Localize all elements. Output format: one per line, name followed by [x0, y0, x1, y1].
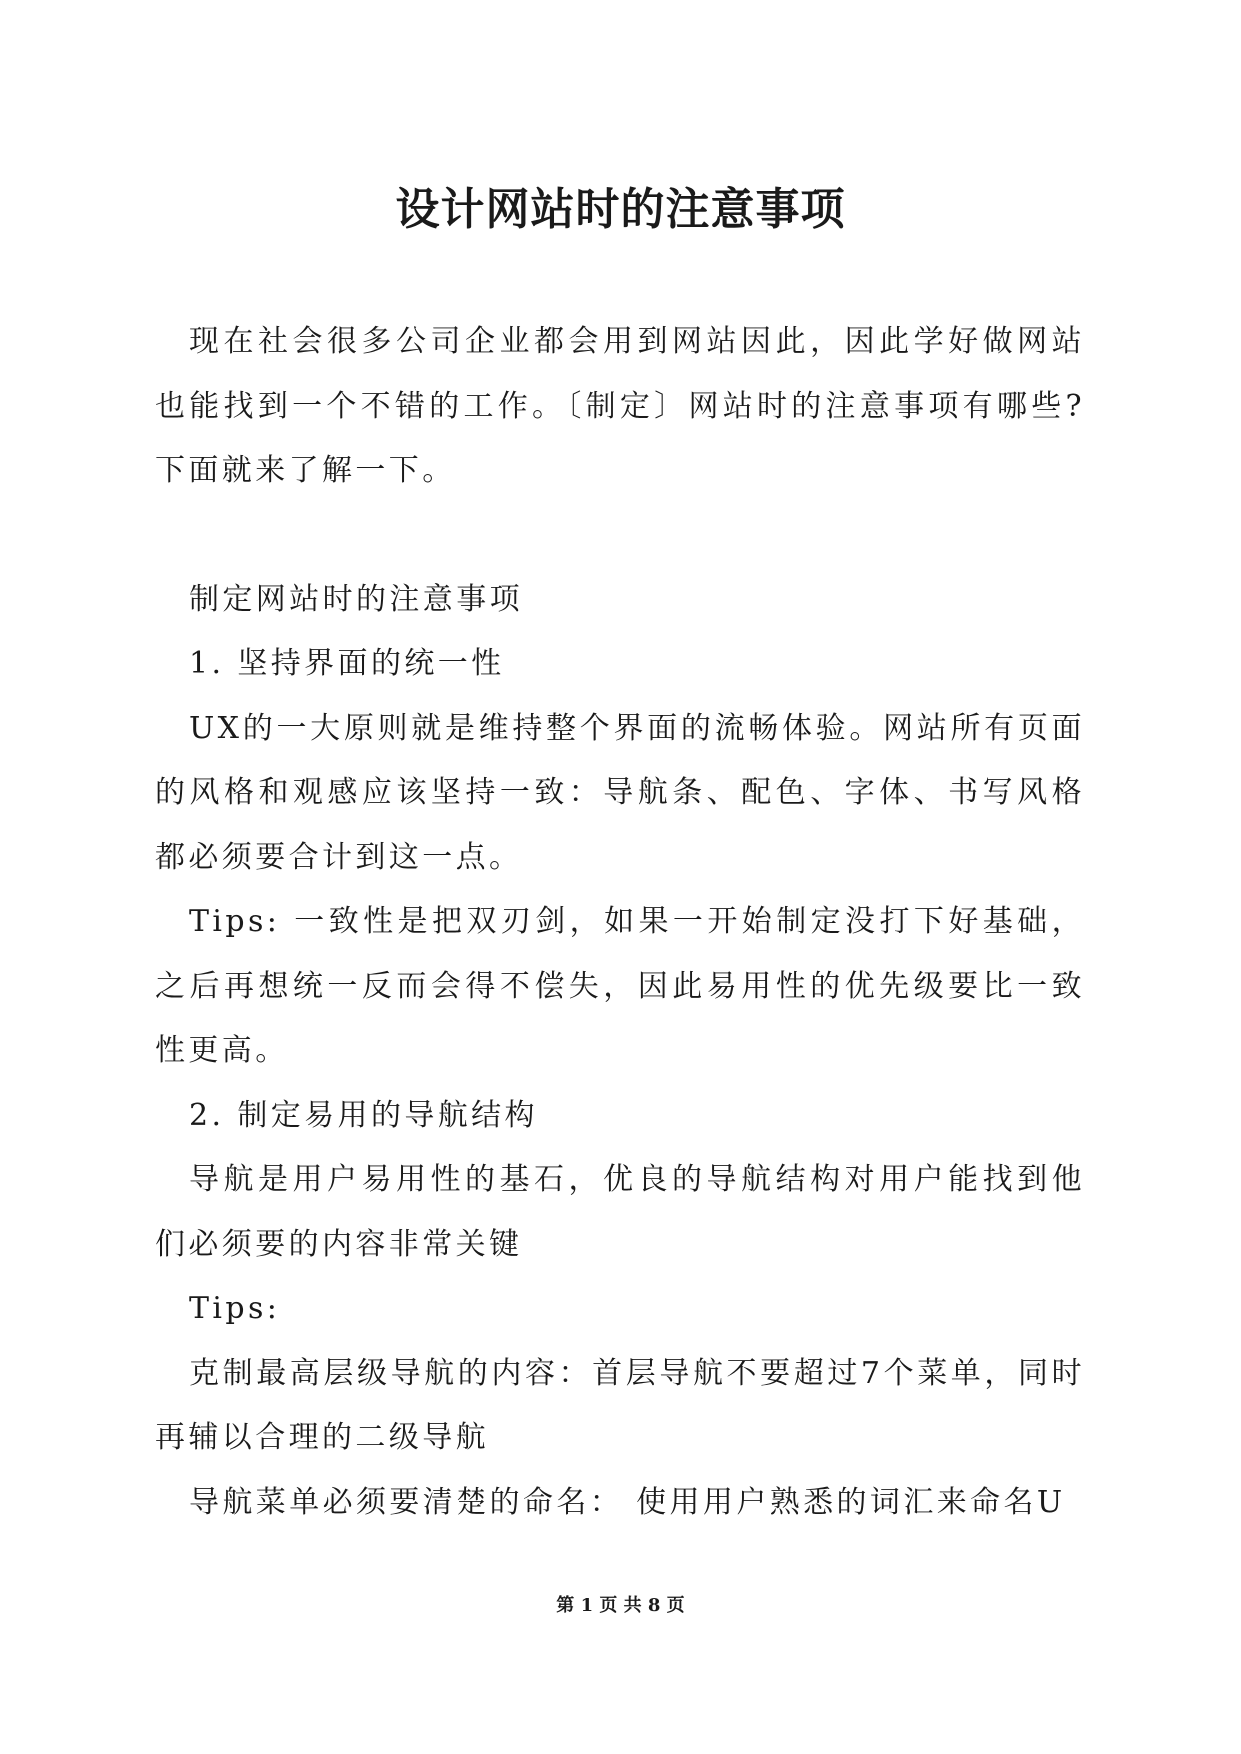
page-title: 设计网站时的注意事项 — [395, 184, 846, 235]
item2-heading: 2. 制定易用的导航结构 — [189, 1097, 538, 1133]
item2-tip-2: 导航菜单必须要清楚的命名： 使用用户熟悉的词汇来命名U — [189, 1484, 1066, 1520]
item1-heading: 1. 坚持界面的统一性 — [189, 646, 505, 681]
item2-body: 导航是用户易用性的基石，优良的导航结构对用户能找到他们必须要的内容非常关键 — [155, 1162, 1085, 1262]
item2-tip-1: 克制最高层级导航的内容：首层导航不要超过7个菜单，同时再辅以合理的二级导航 — [155, 1355, 1085, 1455]
item1-body: UX的一大原则就是维持整个界面的流畅体验。网站所有页面的风格和观感应该坚持一致：导航条、配色、字体、书写风格都必须要合计到这一点。 — [155, 710, 1085, 875]
intro-paragraph: 现在社会很多公司企业都会用到网站因此，因此学好做网站也能找到一个不错的工作。〔制定〕网站时的注意事项有哪些?下面就来了解一下。 — [155, 324, 1085, 488]
paragraph-spacer — [155, 504, 1085, 568]
item2-tips-label: Tips: — [189, 1291, 281, 1326]
item1-tips: Tips: 一致性是把双刃剑，如果一开始制定没打下好基础，之后再想统一反而会得不偿失，因此易用性的优先级要比一致性更高。 — [155, 904, 1085, 1068]
section-heading: 制定网站时的注意事项 — [189, 581, 523, 617]
document-body — [155, 310, 1085, 1535]
page-footer: 第 1 页 共 8 页 — [556, 1595, 685, 1616]
